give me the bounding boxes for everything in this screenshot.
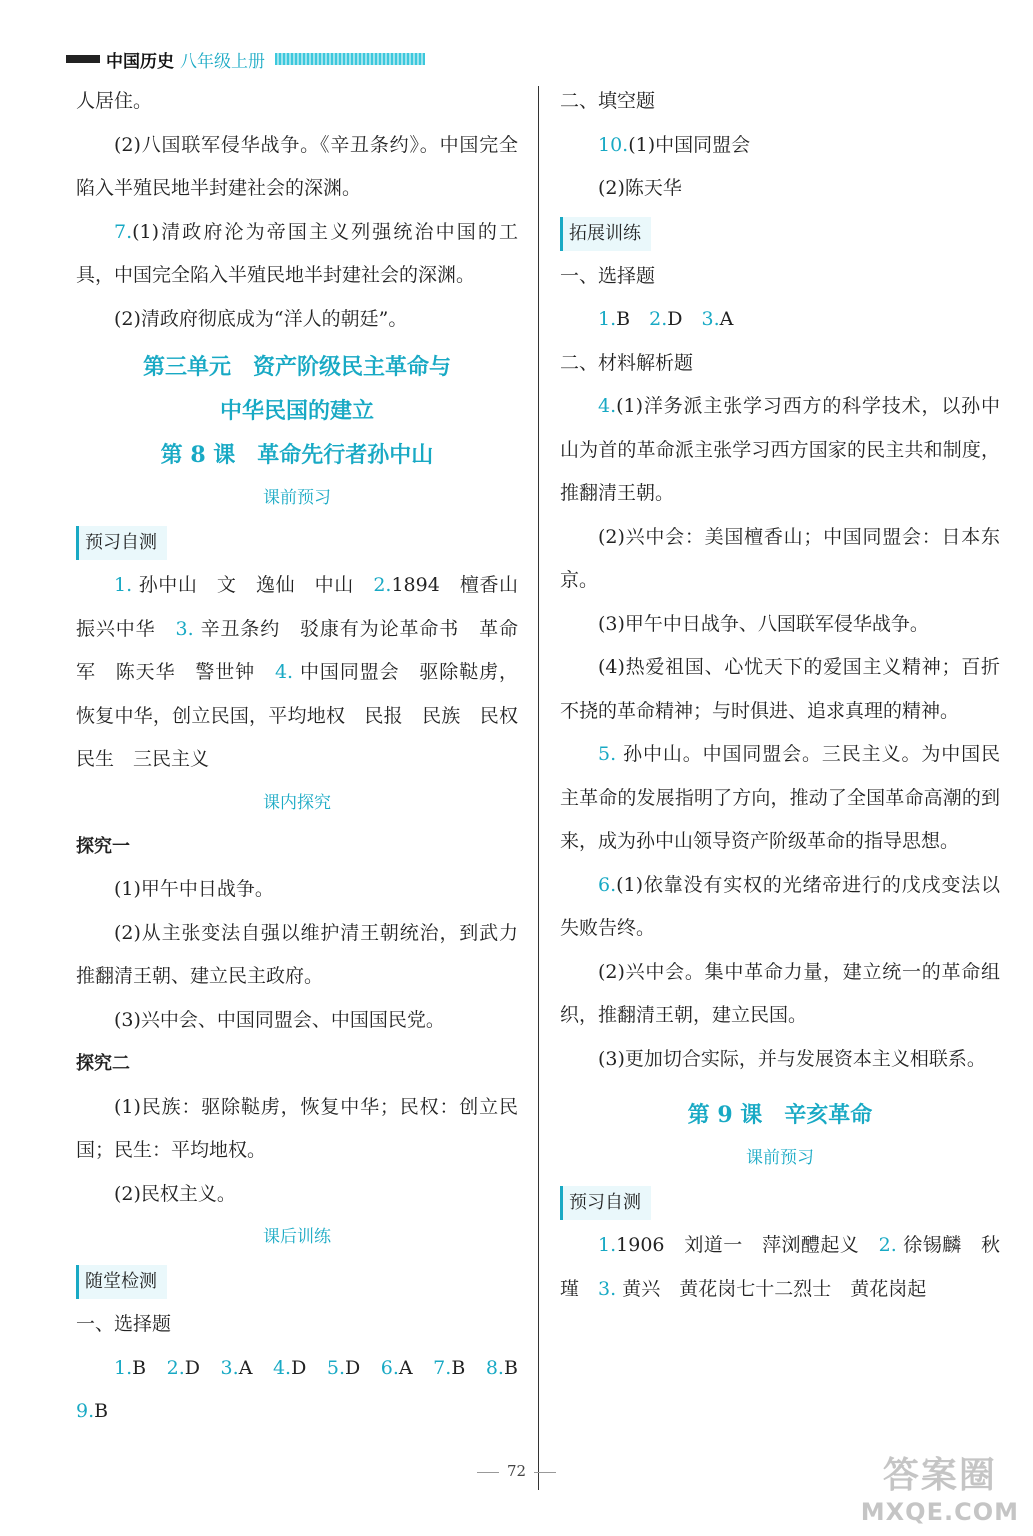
choice-heading: 一、选择题 [76, 1313, 172, 1335]
answer-text: 1906 刘道一 萍浏醴起义 [616, 1234, 879, 1256]
question-number: 4. [274, 661, 294, 683]
column-divider [538, 86, 539, 1490]
material-heading: 二、材料解析题 [560, 351, 694, 374]
right-column [560, 80, 1000, 1311]
pre-study-heading: 课前预习 [746, 1148, 814, 1168]
choice-answers [76, 1347, 518, 1434]
choice-answers [560, 298, 1000, 342]
answer-4-3: (3)甲午中日战争、八国联军侵华战争。 [598, 612, 929, 635]
answer-10-2: (2)陈天华 [598, 177, 682, 199]
question-number: 4. [598, 395, 617, 417]
answer-6-2: (2)八国联军侵华战争。《辛丑条约》。中国完全陷入半殖民地半封建社会的深渊。 [76, 133, 518, 199]
answer-text: (1)清政府沦为帝国主义列强统治中国的工具，中国完全陷入半殖民地半封建社会的深渊。 [76, 220, 518, 286]
question-number: 7. [433, 1356, 452, 1379]
answer-7-2: (2)清政府彻底成为“洋人的朝廷”。 [114, 307, 408, 330]
fill-heading: 二、填空题 [560, 90, 656, 112]
answer-text: 黄兴 黄花岗七十二烈士 黄花岗起 [616, 1277, 927, 1300]
answer-text: (1)中国同盟会 [628, 133, 751, 156]
header-bar [66, 55, 100, 63]
question-number: 5. [326, 1356, 345, 1379]
running-header [66, 48, 425, 70]
unit-title-line-2: 中华民国的建立 [219, 398, 374, 424]
explore-2-heading: 探究二 [76, 1053, 130, 1074]
answer-letter: A [719, 308, 734, 330]
question-number: 2. [166, 1356, 185, 1379]
pre-study-answers [560, 1224, 1000, 1311]
answer-text: 中国同盟会 驱除鞑虏，恢复中华，创立民国，平均地权 民报 民族 民权 民生 三民主义 [76, 661, 538, 770]
answer-letter: B [451, 1356, 466, 1379]
question-number: 7. [114, 220, 133, 243]
question-number: 10. [598, 133, 629, 156]
unit-title-line-1: 第三单元 资产阶级民主革命与 [142, 354, 451, 380]
explore-1-answer-3: (3)兴中会、中国同盟会、中国国民党。 [114, 1008, 445, 1031]
answer-10-1 [560, 124, 1000, 168]
answer-letter: D [291, 1356, 307, 1379]
answer-letter: B [616, 308, 631, 330]
header-stripe [275, 53, 425, 65]
pre-study-answers [76, 564, 538, 782]
quick-check-heading: 随堂检测 [76, 1265, 167, 1299]
question-number: 3. [598, 1277, 617, 1300]
explore-2-answer-2: (2)民权主义。 [114, 1182, 236, 1205]
question-number: 2. [878, 1234, 897, 1256]
page-number-text: 72 [469, 1462, 564, 1480]
lesson-9-title: 第 9 课 辛亥革命 [687, 1102, 873, 1128]
question-number: 6. [598, 873, 617, 896]
answer-text: (1)洋务派主张学习西方的科学技术，以孙中山为首的革命派主张学习西方国家的民主共和制度，推翻清王朝。 [560, 395, 1000, 504]
answer-4-4: (4)热爱祖国、心忧天下的爱国主义精神；百折不挠的革命精神；与时俱进、追求真理的精神。 [560, 656, 1000, 722]
answer-text: 孙中山 文 逸仙 中山 [132, 574, 374, 596]
answer-letter: A [398, 1356, 413, 1379]
self-test-heading: 预习自测 [560, 1186, 651, 1220]
in-class-heading: 课内探究 [263, 792, 331, 813]
header-grade: 八年级上册 [180, 51, 265, 72]
question-number: 6. [380, 1356, 399, 1379]
question-number: 4. [272, 1356, 292, 1379]
answer-letter: D [345, 1356, 361, 1379]
answer-text: (1)依靠没有实权的光绪帝进行的戊戌变法以失败告终。 [560, 873, 1000, 939]
question-number: 1. [114, 1356, 133, 1379]
question-number: 1. [598, 1234, 617, 1256]
question-number: 3. [220, 1356, 239, 1379]
question-number: 5. [598, 743, 617, 765]
answer-letter: B [132, 1356, 147, 1379]
answer-letter: B [503, 1356, 518, 1379]
answer-5 [560, 733, 1000, 864]
self-test-heading: 预习自测 [76, 526, 167, 560]
question-number: 3. [175, 617, 194, 640]
answer-text: 辛丑条约 驳康有为论革命书 革命军 陈天华 警世钟 [76, 617, 518, 683]
question-number: 1. [598, 308, 617, 330]
pre-study-heading: 课前预习 [263, 488, 331, 508]
question-number: 2. [373, 574, 392, 596]
answer-letter: D [184, 1356, 201, 1379]
answer-letter: A [238, 1356, 253, 1379]
explore-1-answer-1: (1)甲午中日战争。 [114, 878, 274, 900]
answer-6-2: (2)兴中会。集中革命力量，建立统一的革命组织，推翻清王朝，建立民国。 [560, 960, 1000, 1026]
after-class-heading: 课后训练 [263, 1227, 331, 1247]
left-column [76, 80, 538, 1434]
answer-letter: D [667, 308, 683, 330]
question-number: 3. [701, 308, 720, 330]
question-number: 2. [649, 308, 668, 330]
answer-text: 孙中山。中国同盟会。三民主义。为中国民主革命的发展指明了方向，推动了全国革命高潮的到来，成为孙中山领导资产阶级革命的指导思想。 [560, 743, 1000, 852]
answer-letter: B [94, 1400, 109, 1422]
question-number: 8. [485, 1356, 504, 1379]
answer-6-3: (3)更加切合实际，并与发展资本主义相联系。 [598, 1047, 986, 1070]
answer-7-1 [76, 211, 518, 298]
answer-6-1 [560, 864, 1000, 951]
answer-text: 1894 檀香山 振兴中华 [76, 574, 538, 640]
answer-4-2: (2)兴中会：美国檀香山；中国同盟会：日本东京。 [560, 525, 1000, 591]
lesson-8-title: 第 8 课 革命先行者孙中山 [160, 442, 434, 468]
choice-heading: 一、选择题 [560, 264, 656, 287]
question-number: 1. [114, 574, 133, 596]
explore-1-heading: 探究一 [76, 835, 130, 857]
answer-text: 徐锡麟 秋瑾 [560, 1234, 1001, 1300]
explore-2-answer-1: (1)民族：驱除鞑虏，恢复中华；民权：创立民国；民生：平均地权。 [76, 1095, 518, 1161]
extension-heading: 拓展训练 [560, 217, 651, 251]
watermark-logo: 答案圈 MXQE.COM [860, 1455, 1019, 1526]
question-number: 9. [76, 1400, 95, 1422]
text-line: 人居住。 [76, 90, 153, 112]
header-subject: 中国历史 [106, 51, 174, 72]
explore-1-answer-2: (2)从主张变法自强以维护清王朝统治，到武力推翻清王朝、建立民主政府。 [76, 921, 518, 987]
answer-4-1 [560, 385, 1000, 516]
